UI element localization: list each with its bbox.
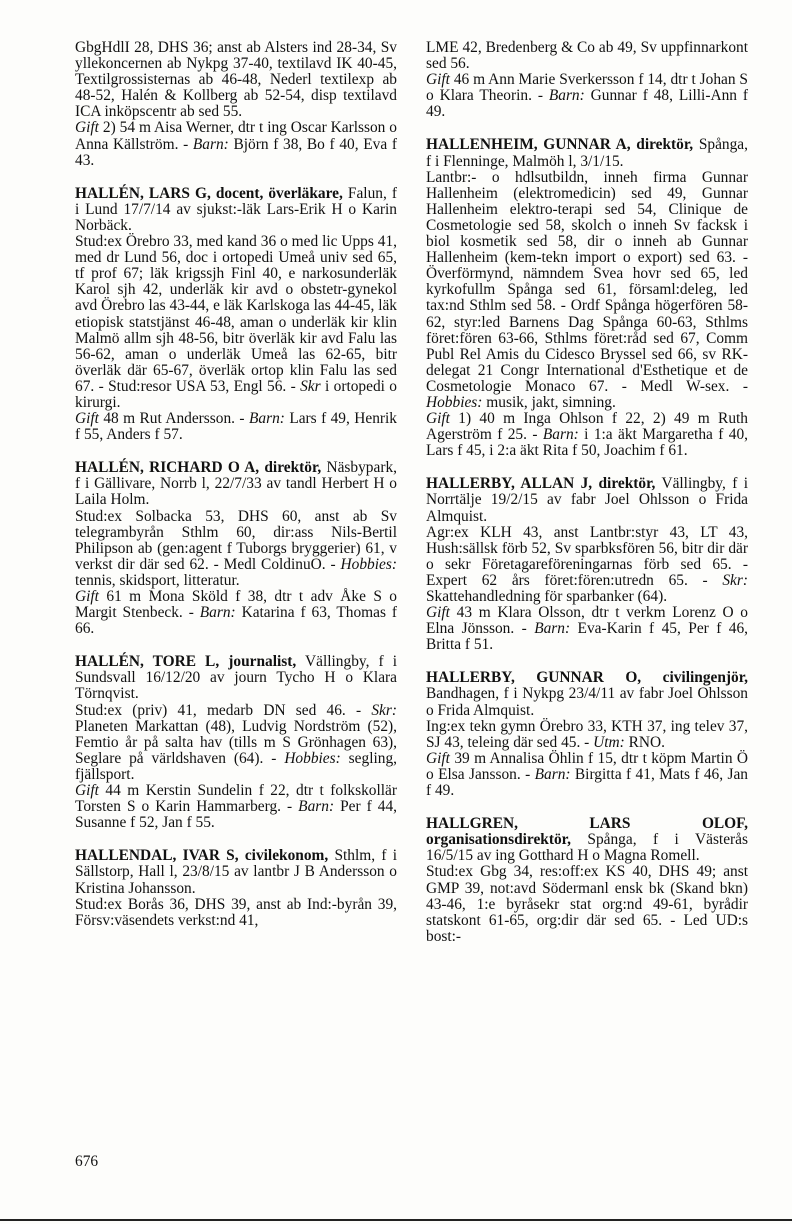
entry-text: LME 42, Bredenberg & Co ab 49, Sv uppfinnarkont sed 56. bbox=[426, 39, 748, 73]
barn-label: Barn: bbox=[248, 410, 285, 428]
entry-text: 43 m Klara Olsson, dtr t verkm Lorenz O o Elna Jönsson. - bbox=[426, 604, 748, 638]
entry-text: Ing:ex tekn gymn Örebro 33, KTH 37, ing telev 37, SJ 43, teleing där sed 45. - bbox=[426, 717, 748, 751]
left-column bbox=[75, 40, 397, 946]
barn-label: Barn: bbox=[192, 135, 229, 153]
gift-label: Gift bbox=[75, 119, 99, 137]
entry-text: GbgHdlI 28, DHS 36; anst ab Alsters ind 28-34, Sv yllekoncernen ab Nykpg 37-40, textilavd IK 40-45, Textilgrossisternas ab 46-48, Nederl textilexp ab 48-52, Halén & Kollberg ab 52-54, disp textilavd ICA inköpscentr ab sed 55. bbox=[75, 39, 397, 121]
bottom-rule bbox=[0, 1219, 792, 1221]
entry-text: Stud:ex Örebro 33, med kand 36 o med lic Upps 41, med dr Lund 56, doc i ortopedi Umeå univ sed 65, tf prof 67; läk krigssjh Finl 40, e narkosunderläk Karol sjh 42, underläk kir avd o obstetr-gynekol avd Örebro las 43-44, e läk Karlskoga las 44-45, läk etiopisk statstjänst 46-48, aman o underläk kir klin Malmö allm sjh 48-56, bitr överläk kir avd Falu las 56-62, aman o underläk Umeå las 62-65, bitr överläk där 65-67, överläk ortop klin Falu las sed 67. - Stud:resor USA 53, Engl 56. - bbox=[75, 233, 397, 395]
entry-text: Stud:ex Solbacka 53, DHS 60, anst ab Sv telegrambyrån Sthlm 60, dir:ass Nils-Bertil Philipson ab (gen:agent f Tuborgs bryggerier) 61, v verkst dir där sed 62. - Medl ColdinuO. - bbox=[75, 507, 397, 573]
barn-label: Barn: bbox=[298, 798, 335, 816]
entry-text: Lars f 49, Henrik f 55, Anders f 57. bbox=[75, 410, 397, 444]
entry-text: 44 m Kerstin Sundelin f 22, dtr t folkskollär Torsten S o Karin Hammarberg. - bbox=[75, 782, 397, 816]
entry-hallgren-lars bbox=[426, 816, 748, 945]
entry-text: RNO. bbox=[624, 733, 665, 751]
barn-label: Barn: bbox=[548, 87, 585, 105]
gift-label: Gift bbox=[426, 604, 450, 622]
gift-label: Gift bbox=[75, 782, 99, 800]
entry-heading: HALLGREN, LARS OLOF, organisationsdirektör, bbox=[426, 815, 748, 849]
entry-text: Bandhagen, f i Nykpg 23/4/11 av fabr Joel Ohlsson o Frida Almquist. bbox=[426, 685, 748, 719]
entry-text: Katarina f 63, Thomas f 66. bbox=[75, 604, 397, 638]
entry-text: 48 m Rut Andersson. - bbox=[98, 410, 245, 428]
entry-text: 1) 40 m Inga Ohlson f 22, 2) 49 m Ruth Agerström f 25. - bbox=[426, 410, 748, 444]
entry-text: Lantbr:- o hdlsutbildn, inneh firma Gunnar Hallenheim (elektromedicin) sed 49, Gunnar Hallenheim elektro-terapi sed 54, Clinique de Cosmetologie sed 58, skolch o inneh Sv facksk i biol kosmetik sed 58, dir o inneh ab Gunnar Hallenheim (kem-tekn import o export) sed 63. - Överförmynd, nämndem Svea hovr sed 65, led kyrkofullm Spånga sed 61, församl:deleg, led tax:nd Sthlm sed 58. - Ordf Spånga högerfören 58-62, styr:led Barnens Dag Spånga 60-63, Sthlms föret:fören 63-66, Sthlms föret:råd sed 67, Comm Publ Rel Amis du Cidesco Bryssel sed 66, sv RK-delegat 21 Congr International d'Esthetique et de Cosmetologie Monaco 67. - Medl W-sex. - bbox=[426, 168, 748, 395]
entry-hallenheim-gunnar bbox=[426, 137, 748, 459]
entry-heading: HALLENHEIM, GUNNAR A, direktör, bbox=[426, 136, 694, 154]
entry-text: segling, fjällsport. bbox=[75, 749, 397, 783]
page-number: 676 bbox=[75, 1153, 99, 1170]
entry-hallendal-ivar bbox=[75, 848, 397, 928]
barn-label: Barn: bbox=[534, 765, 571, 783]
skr-label: Skr bbox=[300, 377, 321, 395]
entry-text: Spånga, f i Västerås 16/5/15 av ing Gotthard H o Magna Romell. bbox=[426, 831, 748, 865]
entry-text: Skattehandledning för sparbanker (64). bbox=[426, 588, 668, 605]
utm-label: Utm: bbox=[593, 733, 625, 751]
gift-label: Gift bbox=[426, 749, 450, 767]
entry-heading: HALLÉN, TORE L, journalist, bbox=[75, 653, 297, 671]
entry-text: Vällingby, f i Sundsvall 16/12/20 av journ Tycho H o Klara Törnqvist. bbox=[75, 653, 397, 703]
entry-text: Björn f 38, Bo f 40, Eva f 43. bbox=[75, 135, 397, 169]
entry-text: Per f 44, Susanne f 52, Jan f 55. bbox=[75, 798, 397, 832]
entry-text: i 1:a äkt Margaretha f 40, Lars f 45, i 2:a äkt Rita f 50, Joachim f 61. bbox=[426, 426, 748, 460]
right-column bbox=[426, 40, 748, 962]
entry-text: musik, jakt, simning. bbox=[482, 393, 616, 411]
entry-text: 61 m Mona Sköld f 38, dtr t adv Åke S o Margit Stenbeck. - bbox=[75, 588, 397, 622]
entry-text: Birgitta f 41, Mats f 46, Jan f 49. bbox=[426, 765, 748, 800]
entry-heading: HALLÉN, LARS G, docent, överläkare, bbox=[75, 184, 343, 202]
entry-text: Näsbypark, f i Gällivare, Norrb l, 22/7/33 av tandl Herbert H o Laila Holm. bbox=[75, 459, 397, 509]
gift-label: Gift bbox=[75, 588, 99, 605]
entry-text: Falun, f i Lund 17/7/14 av sjukst:-läk Lars-Erik H o Karin Norbäck. bbox=[75, 184, 397, 234]
entry-hallerby-gunnar bbox=[426, 670, 748, 799]
entry-heading: HALLERBY, GUNNAR O, civilingenjör, bbox=[426, 669, 748, 687]
entry-text: Stud:ex Borås 36, DHS 39, anst ab Ind:-byrån 39, Försv:väsendets verkst:nd 41, bbox=[75, 895, 397, 929]
hobbies-label: Hobbies: bbox=[340, 555, 397, 573]
entry-text: i ortopedi o kirurgi. bbox=[75, 377, 397, 411]
entry-text: Agr:ex KLH 43, anst Lantbr:styr 43, LT 43, Hush:sällsk förb 52, Sv sparbksfören 56, bitr dir där o sekr Företagareföreningarnas förb sed 65. - Expert 62 års föret:fören:utredn 65. - bbox=[426, 523, 748, 589]
barn-label: Barn: bbox=[534, 620, 571, 638]
skr-label: Skr: bbox=[722, 571, 748, 589]
entry-heading: HALLERBY, ALLAN J, direktör, bbox=[426, 475, 656, 493]
entry-hallen-richard bbox=[75, 460, 397, 637]
entry-text: Stud:ex (priv) 41, medarb DN sed 46. - bbox=[75, 701, 362, 719]
entry-text: Eva-Karin f 45, Per f 46, Britta f 51. bbox=[426, 620, 748, 654]
entry-text: Vällingby, f i Norrtälje 19/2/15 av fabr Joel Ohlsson o Frida Almquist. bbox=[426, 475, 748, 525]
entry-text: 39 m Annalisa Öhlin f 15, dtr t köpm Martin Ö o Elsa Jansson. - bbox=[426, 749, 748, 783]
entry-text: Gunnar f 48, Lilli-Ann f 49. bbox=[426, 87, 748, 121]
entry-text: Spånga, f i Flenninge, Malmöh l, 3/1/15. bbox=[426, 136, 748, 170]
entry-hallendal-continuation bbox=[426, 40, 748, 120]
entry-hallerby-allan bbox=[426, 476, 748, 653]
entry-text: 2) 54 m Aisa Werner, dtr t ing Oscar Karlsson o Anna Källström. - bbox=[75, 119, 397, 153]
entry-text: Sthlm, f i Sällstorp, Hall l, 23/8/15 av lantbr J B Andersson o Kristina Johansson. bbox=[75, 847, 397, 897]
entry-text: tennis, skidsport, litteratur. bbox=[75, 571, 240, 589]
barn-label: Barn: bbox=[199, 604, 236, 622]
gift-label: Gift bbox=[426, 71, 450, 89]
skr-label: Skr: bbox=[371, 701, 397, 719]
entry-hallen-tore bbox=[75, 654, 397, 831]
entry-hallen-lars bbox=[75, 186, 397, 444]
gift-label: Gift bbox=[75, 410, 99, 428]
entry-heading: HALLÉN, RICHARD O A, direktör, bbox=[75, 459, 322, 477]
entry-heading: HALLENDAL, IVAR S, civilekonom, bbox=[75, 847, 329, 865]
hobbies-label: Hobbies: bbox=[426, 393, 483, 411]
entry-text: Planeten Markattan (48), Ludvig Nordström (52), Femtio år på salta hav (tills m S Grönhagen 63), Seglare på världshaven (64). - bbox=[75, 717, 397, 767]
gift-label: Gift bbox=[426, 410, 450, 428]
barn-label: Barn: bbox=[542, 426, 579, 444]
entry-text: Stud:ex Gbg 34, res:off:ex KS 40, DHS 49; anst GMP 39, not:avd Södermanl ensk bk (Skand bkn) 43-46, 1:e byråsekr stat org:nd 49-61, byrådir statskont 61-65, org:dir där sed 65. - Led UD:s bost:- bbox=[426, 863, 748, 945]
entry-gbghdli-continuation bbox=[75, 40, 397, 169]
entry-text: 46 m Ann Marie Sverkersson f 14, dtr t Johan S o Klara Theorin. - bbox=[426, 71, 748, 105]
hobbies-label: Hobbies: bbox=[284, 749, 341, 767]
